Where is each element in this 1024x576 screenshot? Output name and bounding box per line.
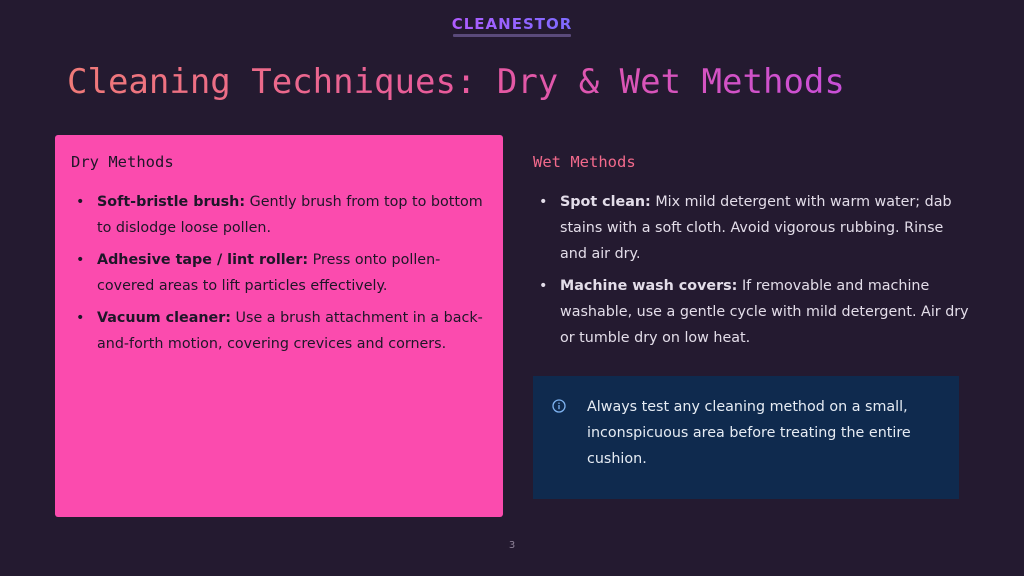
page-number: 3 <box>508 540 516 551</box>
item-text: Gently brush from top to bottom to dislodge loose pollen. <box>97 194 483 236</box>
brand-tagline-graphic <box>453 34 571 37</box>
item-label: Machine wash covers: <box>560 278 738 294</box>
slide-title: Cleaning Techniques: Dry & Wet Methods <box>67 62 845 102</box>
wet-methods-section <box>533 153 973 357</box>
item-label: Soft-bristle brush: <box>97 194 246 210</box>
list-item <box>97 189 487 241</box>
brand-logo <box>0 14 1024 37</box>
list-item <box>97 305 487 357</box>
item-text: Use a brush attachment in a back-and-forth motion, covering crevices and corners. <box>97 310 483 352</box>
wet-methods-list <box>533 189 973 351</box>
dry-methods-heading: Dry Methods <box>71 153 174 171</box>
dry-methods-card <box>55 135 503 517</box>
item-text: If removable and machine washable, use a gentle cycle with mild detergent. Air dry or tumble dry on low heat. <box>560 278 969 346</box>
list-item <box>560 189 973 267</box>
item-text: Press onto pollen-covered areas to lift particles effectively. <box>97 252 441 294</box>
item-label: Adhesive tape / lint roller: <box>97 252 309 268</box>
list-item <box>97 247 487 299</box>
item-label: Spot clean: <box>560 194 651 210</box>
brand-name: CLEANESTOR <box>451 15 573 33</box>
info-icon <box>552 399 566 413</box>
info-callout-text: Always test any cleaning method on a small, inconspicuous area before treating the entire cushion. <box>587 399 911 467</box>
item-text: Mix mild detergent with warm water; dab stains with a soft cloth. Avoid vigorous rubbing. Rinse and air dry. <box>560 194 952 262</box>
list-item <box>560 273 973 351</box>
item-label: Vacuum cleaner: <box>97 310 231 326</box>
dry-methods-list <box>71 189 487 357</box>
info-callout <box>533 376 959 499</box>
wet-methods-heading: Wet Methods <box>533 153 636 171</box>
